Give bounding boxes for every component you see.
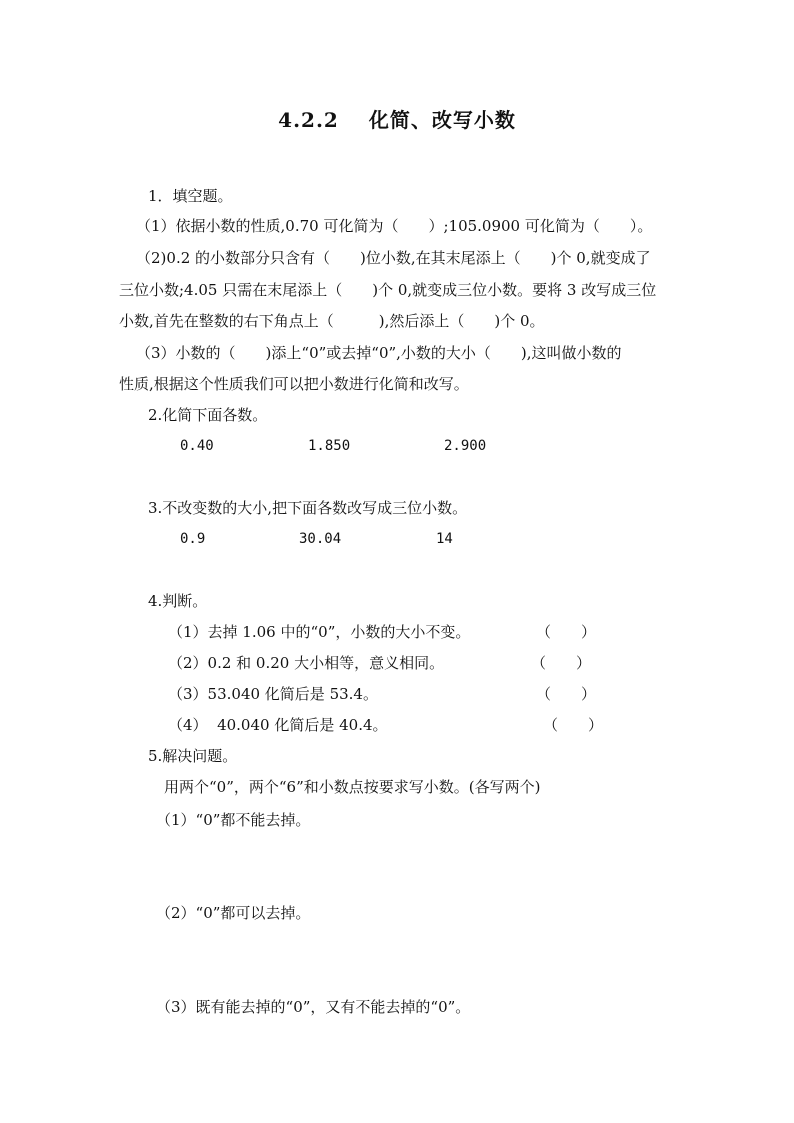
q4-answer-blank: （ ） xyxy=(536,623,597,641)
q1-line-2c: 小数,首先在整数的右下角点上（ ),然后添上（ )个 0。 xyxy=(119,312,545,330)
q4-statement: （1）去掉 1.06 中的“0”，小数的大小不变。 xyxy=(168,623,471,641)
q1-line-2a: （2)0.2 的小数部分只含有（ )位小数,在其末尾添上（ )个 0,就变成了 xyxy=(136,249,651,267)
q4-answer-blank: （ ） xyxy=(531,654,592,672)
page-title xyxy=(0,104,794,133)
q2-number: 2.900 xyxy=(444,438,487,454)
q4-statement: （4） 40.040 化简后是 40.4。 xyxy=(168,716,388,734)
q4-statement: （3）53.040 化简后是 53.4。 xyxy=(168,685,378,703)
q1-line-3b: 性质,根据这个性质我们可以把小数进行化简和改写。 xyxy=(119,375,469,393)
q4-answer-blank: （ ） xyxy=(536,685,597,703)
q1-line-2b: 三位小数;4.05 只需在末尾添上（ )个 0,就变成三位小数。要将 3 改写成三位 xyxy=(119,281,657,299)
q3-number: 0.9 xyxy=(180,531,206,547)
q2-number: 1.850 xyxy=(308,438,351,454)
q1-line-1: （1）依据小数的性质,0.70 可化简为（ ）;105.0900 可化简为（ ）。 xyxy=(136,217,653,235)
q2-heading: 2.化简下面各数。 xyxy=(148,406,268,424)
q3-heading: 3.不改变数的大小,把下面各数改写成三位小数。 xyxy=(148,499,468,517)
q5-part: （1）“0”都不能去掉。 xyxy=(156,811,311,829)
q2-number: 0.40 xyxy=(180,438,214,454)
q4-statement: （2）0.2 和 0.20 大小相等，意义相同。 xyxy=(168,654,445,672)
q5-part: （2）“0”都可以去掉。 xyxy=(156,904,311,922)
q5-part: （3）既有能去掉的“0”，又有不能去掉的“0”。 xyxy=(156,998,471,1016)
q3-number: 30.04 xyxy=(299,531,342,547)
q1-heading: 1．填空题。 xyxy=(148,187,233,205)
section-number: 4.2.2 xyxy=(278,108,339,132)
q5-intro: 用两个“0”，两个“6”和小数点按要求写小数。(各写两个) xyxy=(164,778,541,796)
section-title: 化简、改写小数 xyxy=(368,108,516,132)
q4-answer-blank: （ ） xyxy=(543,716,604,734)
q1-line-3a: （3）小数的（ )添上“0”或去掉“0”,小数的大小（ ),这叫做小数的 xyxy=(136,344,622,362)
q3-number: 14 xyxy=(436,531,453,547)
q4-heading: 4.判断。 xyxy=(148,592,208,610)
q5-heading: 5.解决问题。 xyxy=(148,747,238,765)
